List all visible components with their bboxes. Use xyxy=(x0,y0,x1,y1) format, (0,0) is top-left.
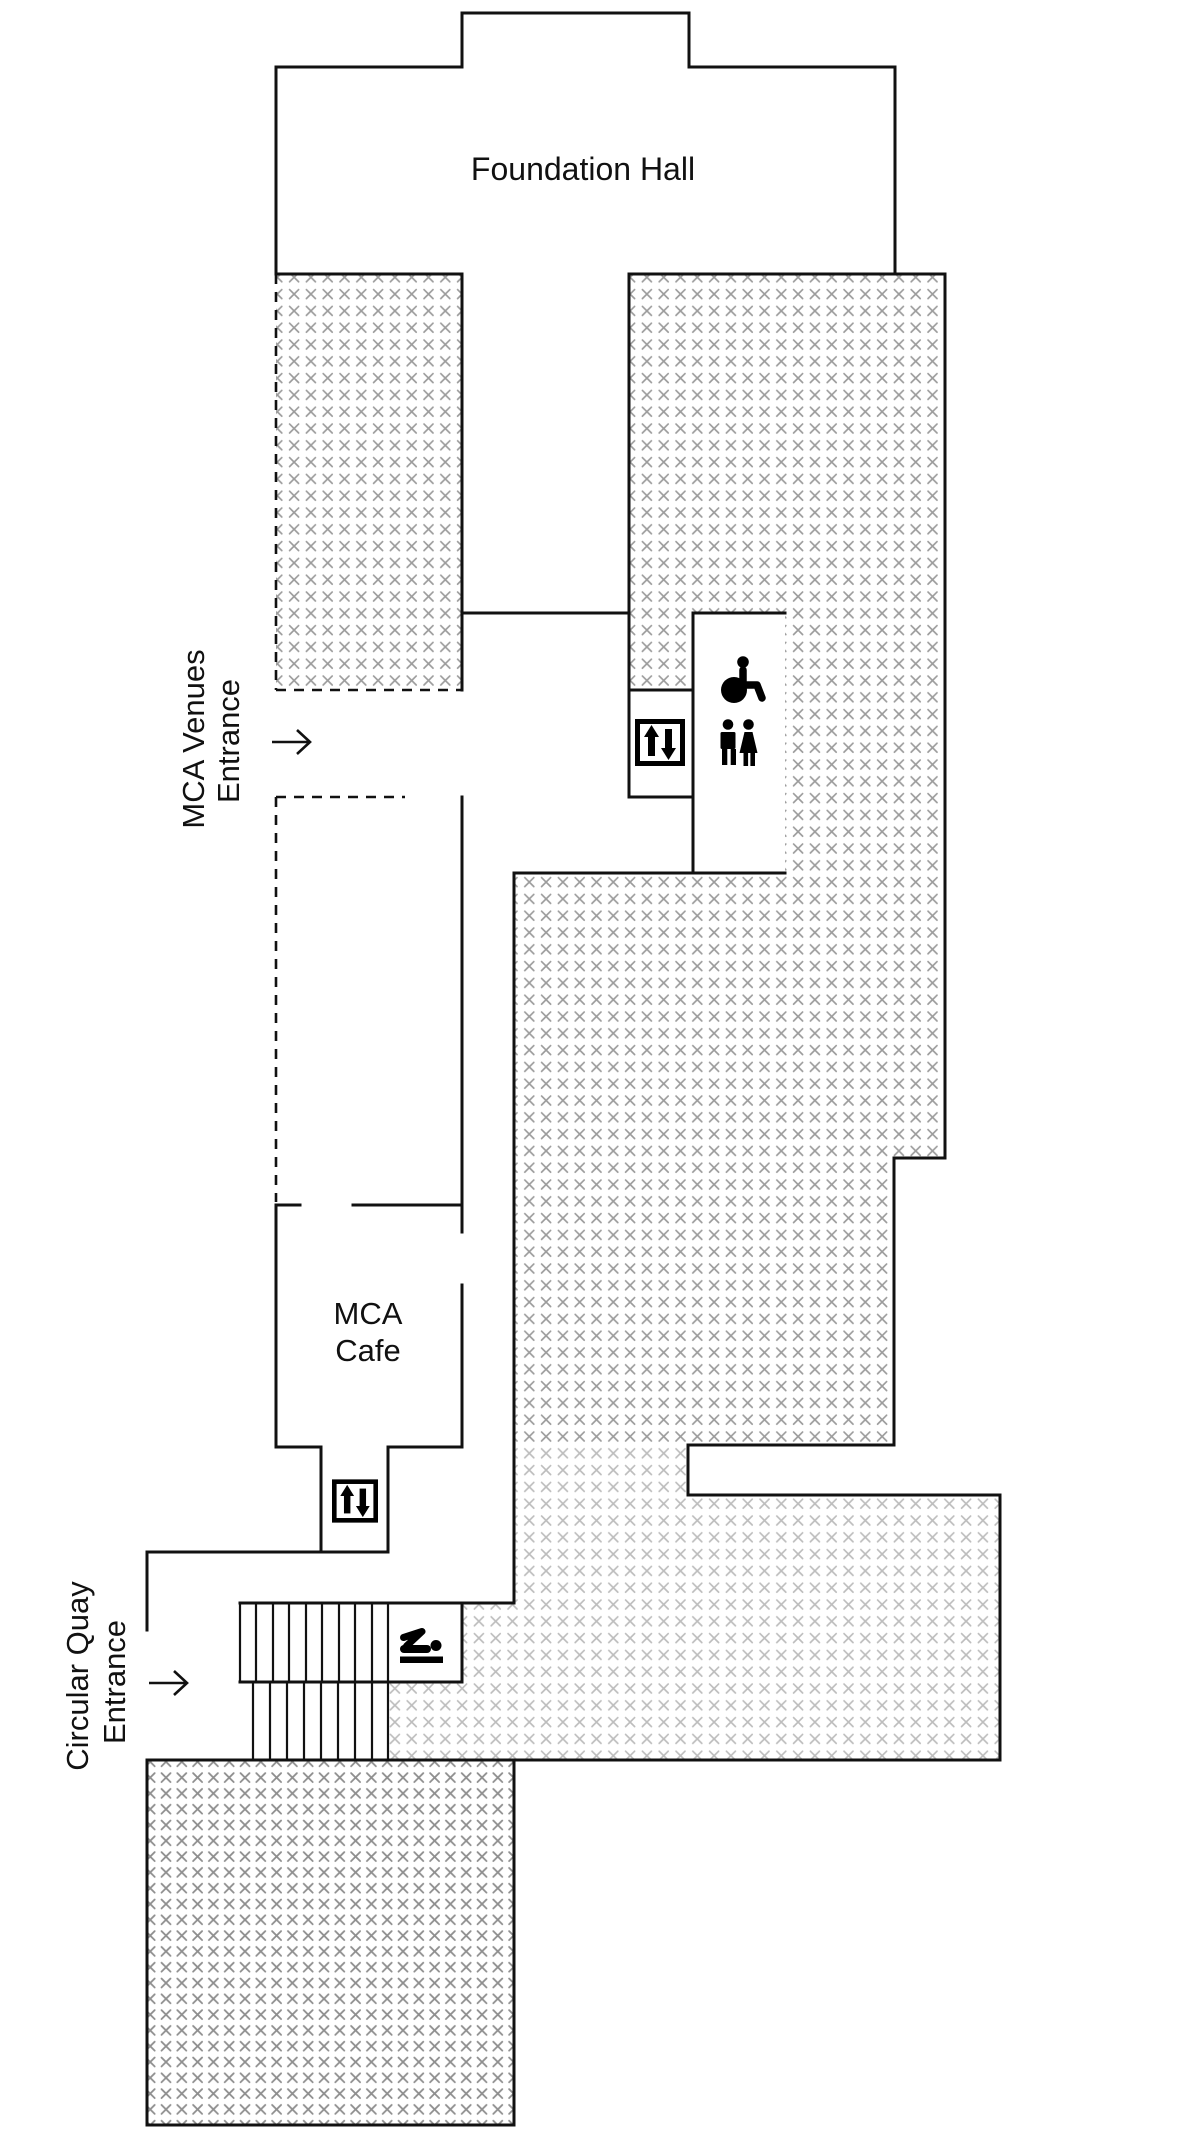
foundation-hall-label: Foundation Hall xyxy=(470,151,696,187)
venues-entrance-label-line1: MCA Venues xyxy=(176,649,211,829)
cafe-label-line1: MCA xyxy=(333,1296,403,1331)
toilets-icon xyxy=(721,719,758,766)
cafe-label-line2: Cafe xyxy=(335,1333,401,1368)
elevator-icon xyxy=(638,722,683,764)
hatched-area-upper-left xyxy=(276,274,462,690)
arrow-right-icon xyxy=(272,730,310,754)
venues-entrance-label-line2: Entrance xyxy=(211,678,246,804)
elevator-icon xyxy=(334,1482,375,1521)
hatched-area-right xyxy=(514,274,945,1445)
arrow-right-icon xyxy=(149,1671,187,1695)
baby-change-icon xyxy=(400,1632,443,1664)
wheelchair-icon xyxy=(721,656,762,703)
quay-entrance-label-line1: Circular Quay xyxy=(60,1581,95,1771)
quay-entrance-label-line2: Entrance xyxy=(97,1619,132,1745)
hatched-area-lower-left xyxy=(147,1760,514,2125)
